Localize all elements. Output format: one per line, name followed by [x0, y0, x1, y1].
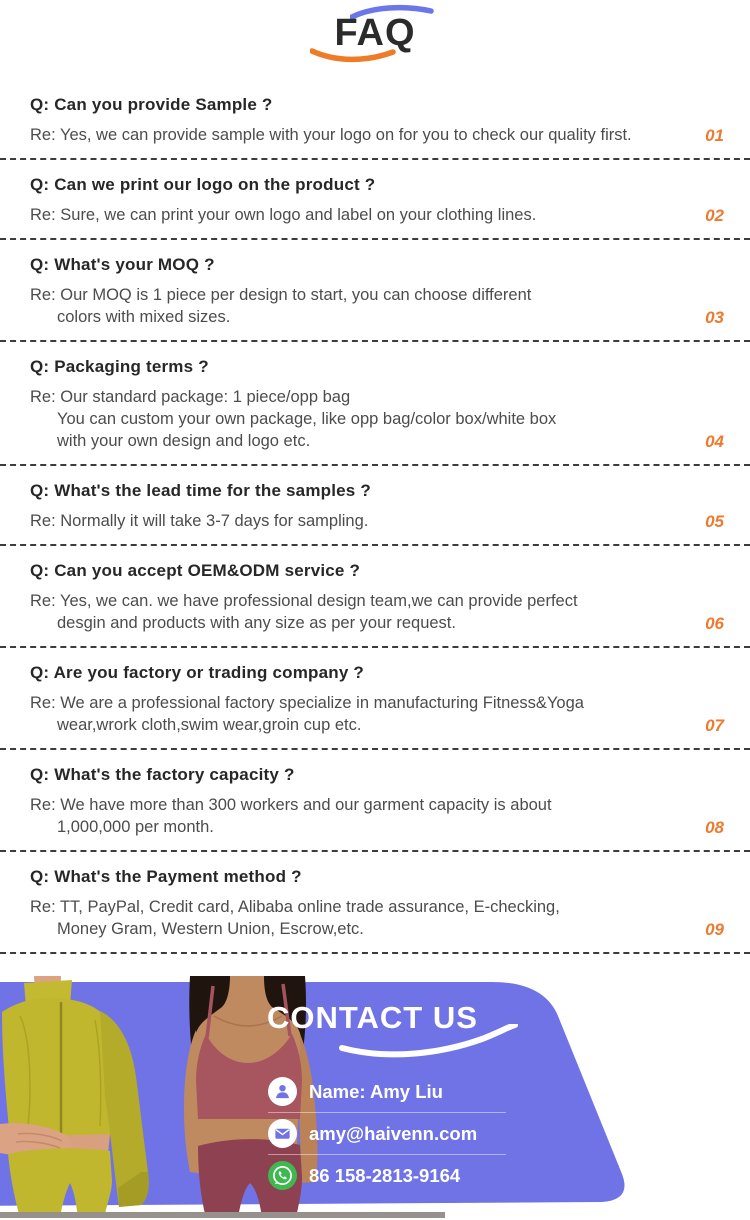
faq-question: Q: Can you provide Sample ?: [30, 95, 273, 114]
title-underline-swoosh: [338, 1024, 520, 1060]
contact-row-name: [268, 1071, 506, 1113]
faq-item-number: 06: [705, 614, 724, 633]
faq-header: [0, 0, 750, 80]
faq-question: Q: What's the lead time for the samples ?: [30, 481, 371, 500]
faq-answer: [30, 510, 722, 532]
faq-answer-line: wear,wrork cloth,swim wear,groin cup etc.: [57, 716, 362, 734]
faq-answer-line: Re: Yes, we can provide sample with your logo on for you to check our quality first.: [30, 126, 632, 144]
faq-answer-line: Money Gram, Western Union, Escrow,etc.: [57, 920, 364, 938]
faq-question: Q: Can you accept OEM&ODM service ?: [30, 561, 361, 580]
faq-item-number: 04: [705, 432, 724, 451]
contact-row-email: [268, 1113, 506, 1155]
faq-item: [0, 546, 750, 648]
faq-answer-line: Re: Normally it will take 3-7 days for sampling.: [30, 512, 369, 530]
faq-answer-line: Re: Our standard package: 1 piece/opp bag: [30, 388, 351, 406]
faq-item: [0, 852, 750, 954]
faq-question: Q: Are you factory or trading company ?: [30, 663, 364, 682]
faq-item: [0, 240, 750, 342]
faq-answer-line: Re: TT, PayPal, Credit card, Alibaba online trade assurance, E-checking,: [30, 898, 560, 916]
contact-name-text: Name: Amy Liu: [309, 1080, 443, 1102]
next-section-edge: [0, 1212, 445, 1218]
faq-question: Q: Packaging terms ?: [30, 357, 209, 376]
faq-item-number: 09: [705, 920, 724, 939]
contact-row-phone: [268, 1155, 506, 1196]
email-icon: [268, 1119, 297, 1148]
faq-answer-line: You can custom your own package, like opp bag/color box/white box: [57, 410, 557, 428]
faq-answer: [30, 284, 722, 328]
faq-item-number: 03: [705, 308, 724, 327]
contact-section: [0, 976, 750, 1218]
whatsapp-icon: [268, 1161, 297, 1190]
faq-item: [0, 466, 750, 546]
faq-item: [0, 648, 750, 750]
faq-answer-line: Re: Yes, we can. we have professional design team,we can provide perfect: [30, 592, 578, 610]
faq-answer: [30, 124, 722, 146]
faq-list: [0, 80, 750, 954]
faq-answer-line: with your own design and logo etc.: [57, 432, 311, 450]
faq-question: Q: Can we print our logo on the product ?: [30, 175, 376, 194]
faq-item: [0, 750, 750, 852]
faq-item: [0, 160, 750, 240]
contact-rows: [268, 1071, 506, 1196]
faq-answer: [30, 692, 722, 736]
faq-answer-line: Re: We are a professional factory specialize in manufacturing Fitness&Yoga: [30, 694, 584, 712]
faq-item-number: 02: [705, 206, 724, 225]
faq-answer-line: desgin and products with any size as per your request.: [57, 614, 456, 632]
faq-question: Q: What's the Payment method ?: [30, 867, 302, 886]
contact-phone-text: 86 158-2813-9164: [309, 1164, 461, 1186]
orange-swoosh-decoration: [310, 46, 396, 66]
faq-answer: [30, 204, 722, 226]
faq-answer-line: Re: Our MOQ is 1 piece per design to start, you can choose different: [30, 286, 532, 304]
contact-email-text: amy@haivenn.com: [309, 1122, 478, 1144]
faq-answer: [30, 590, 722, 634]
faq-answer-line: 1,000,000 per month.: [57, 818, 214, 836]
faq-item-number: 07: [705, 716, 724, 735]
page-title: FAQ: [334, 12, 416, 54]
faq-answer: [30, 794, 722, 838]
faq-answer: [30, 386, 722, 452]
faq-item-number: 01: [705, 126, 724, 145]
contact-title: CONTACT US: [267, 1000, 478, 1035]
faq-item: [0, 80, 750, 160]
faq-answer-line: Re: We have more than 300 workers and our garment capacity is about: [30, 796, 552, 814]
user-icon: [268, 1077, 297, 1106]
faq-answer-line: Re: Sure, we can print your own logo and label on your clothing lines.: [30, 206, 537, 224]
faq-question: Q: What's your MOQ ?: [30, 255, 215, 274]
model-left: [0, 976, 149, 1218]
faq-answer-line: colors with mixed sizes.: [57, 308, 231, 326]
faq-item-number: 05: [705, 512, 724, 531]
faq-item-number: 08: [705, 818, 724, 837]
faq-answer: [30, 896, 722, 940]
faq-item: [0, 342, 750, 466]
faq-question: Q: What's the factory capacity ?: [30, 765, 295, 784]
